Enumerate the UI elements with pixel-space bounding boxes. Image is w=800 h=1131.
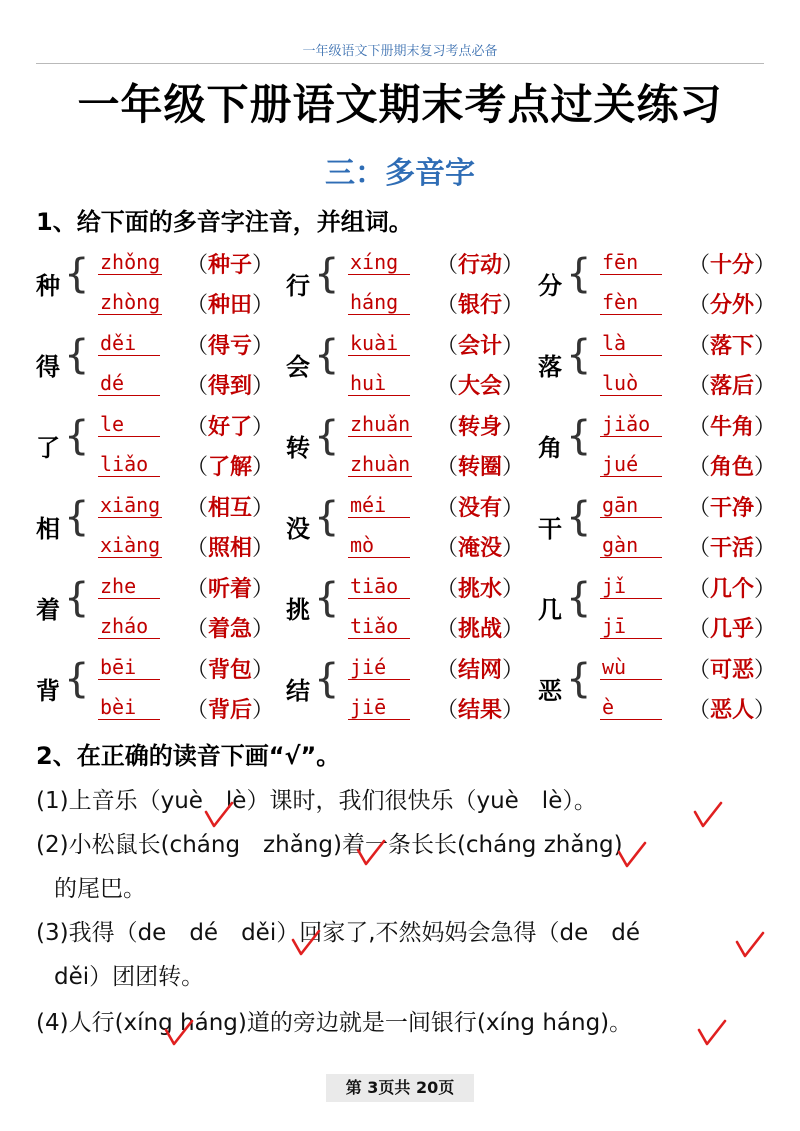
reading-line (98, 527, 278, 567)
word-text: 挑战 (458, 617, 503, 642)
brace-icon: { (64, 656, 90, 702)
open-paren: （ (186, 577, 209, 602)
word-answer (436, 410, 524, 441)
close-paren: ） (754, 617, 777, 642)
polyphone-character: 干 (538, 515, 562, 543)
sentence-3-continued: děi）团团转。 (54, 964, 205, 990)
word-text: 干活 (710, 536, 755, 561)
open-paren: （ (186, 415, 209, 440)
word-text: 银行 (458, 293, 503, 318)
word-answer (688, 248, 776, 279)
word-text: 可恶 (710, 658, 755, 683)
pinyin-answer: zhǒng (100, 250, 161, 274)
grid-row (36, 406, 776, 487)
word-text: 背后 (208, 698, 253, 723)
close-paren: ） (252, 415, 275, 440)
pinyin-answer: liǎo (98, 452, 160, 477)
pinyin-answer: jué (600, 452, 662, 477)
word-answer (436, 248, 524, 279)
word-text: 照相 (208, 536, 253, 561)
word-answer (688, 693, 776, 724)
open-paren: （ (688, 617, 711, 642)
brace-icon: { (566, 413, 592, 459)
close-paren: ） (754, 455, 777, 480)
word-answer (186, 248, 274, 279)
open-paren: （ (688, 536, 711, 561)
open-paren: （ (186, 536, 209, 561)
word-answer (436, 612, 524, 643)
exercise-1-heading: 1、给下面的多音字注音，并组词。 (36, 208, 413, 236)
polyphone-character: 转 (286, 434, 310, 462)
reading-line (600, 325, 780, 365)
word-answer (186, 653, 274, 684)
polyphone-character: 挑 (286, 596, 310, 624)
word-text: 没有 (458, 496, 503, 521)
open-paren: （ (186, 293, 209, 318)
word-text: 行动 (458, 253, 503, 278)
grid-row (36, 325, 776, 406)
open-paren: （ (186, 334, 209, 359)
word-text: 好了 (208, 415, 253, 440)
close-paren: ） (502, 253, 525, 278)
word-text: 几乎 (710, 617, 755, 642)
polyphone-group (286, 325, 526, 406)
polyphone-character: 结 (286, 677, 310, 705)
open-paren: （ (186, 658, 209, 683)
word-answer (436, 491, 524, 522)
pinyin-answer: mò (348, 533, 410, 558)
check-mark-icon (692, 800, 724, 830)
polyphone-character: 恶 (538, 677, 562, 705)
polyphone-group (36, 244, 276, 325)
polyphone-character: 角 (538, 434, 562, 462)
pinyin-answer: zháo (98, 614, 160, 639)
header-divider (36, 63, 764, 64)
open-paren: （ (186, 496, 209, 521)
sentence-3: (3)我得（de dé děi）回家了,不然妈妈会急得（de dé (36, 920, 641, 946)
word-text: 挑水 (458, 577, 503, 602)
word-answer (186, 410, 274, 441)
page-header: 一年级语文下册期末复习考点必备 (302, 44, 498, 59)
word-text: 干净 (710, 496, 755, 521)
close-paren: ） (754, 698, 777, 723)
word-answer (436, 531, 524, 562)
open-paren: （ (186, 374, 209, 399)
grid-row (36, 487, 776, 568)
reading-line (348, 244, 528, 284)
word-text: 了解 (208, 455, 253, 480)
pinyin-answer: zhe (98, 574, 160, 599)
word-answer (186, 369, 274, 400)
word-answer (688, 531, 776, 562)
polyphone-group (286, 487, 526, 568)
close-paren: ） (754, 577, 777, 602)
pinyin-answer: zhuǎn (350, 412, 411, 436)
close-paren: ） (754, 293, 777, 318)
close-paren: ） (502, 698, 525, 723)
word-text: 落后 (710, 374, 755, 399)
reading-line (600, 446, 780, 486)
reading-line (98, 244, 278, 284)
open-paren: （ (688, 496, 711, 521)
close-paren: ） (754, 496, 777, 521)
sentence-2: (2)小松鼠长(cháng zhǎng)着一条长长(cháng zhǎng) (36, 832, 623, 858)
word-text: 种田 (208, 293, 253, 318)
open-paren: （ (688, 577, 711, 602)
reading-line (600, 365, 780, 405)
pinyin-answer: luò (600, 371, 662, 396)
check-mark-icon (616, 840, 648, 870)
polyphone-group (538, 325, 778, 406)
close-paren: ） (252, 536, 275, 561)
pinyin-answer: dé (98, 371, 160, 396)
open-paren: （ (436, 577, 459, 602)
reading-line (348, 568, 528, 608)
polyphone-character: 着 (36, 596, 60, 624)
close-paren: ） (252, 334, 275, 359)
word-text: 分外 (710, 293, 755, 318)
close-paren: ） (252, 253, 275, 278)
reading-line (348, 284, 528, 324)
pinyin-answer: jiē (348, 695, 410, 720)
word-answer (186, 450, 274, 481)
open-paren: （ (688, 698, 711, 723)
grid-row (36, 244, 776, 325)
close-paren: ） (252, 374, 275, 399)
brace-icon: { (566, 575, 592, 621)
pinyin-answer: è (600, 695, 662, 720)
pinyin-answer: le (98, 412, 160, 437)
pinyin-answer: zhuàn (350, 452, 411, 476)
reading-line (348, 487, 528, 527)
reading-line (98, 325, 278, 365)
polyphone-character: 相 (36, 515, 60, 543)
open-paren: （ (186, 698, 209, 723)
open-paren: （ (436, 698, 459, 723)
polyphone-group (286, 649, 526, 730)
word-text: 结果 (458, 698, 503, 723)
polyphone-group (538, 649, 778, 730)
close-paren: ） (502, 374, 525, 399)
brace-icon: { (566, 332, 592, 378)
pinyin-answer: zhòng (100, 290, 161, 314)
word-answer (688, 288, 776, 319)
open-paren: （ (436, 253, 459, 278)
brace-icon: { (314, 332, 340, 378)
open-paren: （ (436, 658, 459, 683)
close-paren: ） (252, 293, 275, 318)
close-paren: ） (502, 496, 525, 521)
reading-line (98, 284, 278, 324)
reading-line (98, 568, 278, 608)
pinyin-answer: méi (348, 493, 410, 518)
polyphone-character: 种 (36, 272, 60, 300)
reading-line (348, 446, 528, 486)
word-answer (436, 329, 524, 360)
brace-icon: { (566, 494, 592, 540)
reading-line (600, 487, 780, 527)
brace-icon: { (314, 575, 340, 621)
polyphone-character: 得 (36, 353, 60, 381)
open-paren: （ (688, 334, 711, 359)
brace-icon: { (314, 251, 340, 297)
word-answer (436, 369, 524, 400)
polyphone-character: 了 (36, 434, 60, 462)
polyphone-group (538, 244, 778, 325)
pinyin-answer: tiāo (348, 574, 410, 599)
sentence-4: (4)人行(xíng háng)道的旁边就是一间银行(xíng háng)。 (36, 1010, 633, 1036)
polyphone-group (286, 568, 526, 649)
word-answer (186, 693, 274, 724)
word-text: 得到 (208, 374, 253, 399)
polyphone-group (36, 325, 276, 406)
open-paren: （ (436, 536, 459, 561)
pinyin-answer: kuài (348, 331, 410, 356)
reading-line (98, 365, 278, 405)
brace-icon: { (64, 332, 90, 378)
reading-line (600, 568, 780, 608)
word-text: 落下 (710, 334, 755, 359)
close-paren: ） (754, 658, 777, 683)
close-paren: ） (754, 334, 777, 359)
pinyin-answer: jǐ (600, 574, 662, 599)
close-paren: ） (502, 334, 525, 359)
polyphone-character: 分 (538, 272, 562, 300)
sentence-1: (1)上音乐（yuè lè）课时，我们很快乐（yuè lè）。 (36, 788, 597, 814)
word-text: 十分 (710, 253, 755, 278)
word-text: 背包 (208, 658, 253, 683)
polyphone-character: 会 (286, 353, 310, 381)
brace-icon: { (64, 413, 90, 459)
word-answer (688, 329, 776, 360)
pinyin-answer: huì (348, 371, 410, 396)
word-answer (688, 612, 776, 643)
polyphone-group (538, 568, 778, 649)
word-answer (436, 288, 524, 319)
pinyin-answer: háng (348, 290, 410, 315)
check-mark-icon (734, 930, 766, 960)
close-paren: ） (502, 293, 525, 318)
brace-icon: { (566, 656, 592, 702)
check-mark-icon (696, 1018, 728, 1048)
close-paren: ） (754, 374, 777, 399)
close-paren: ） (502, 658, 525, 683)
open-paren: （ (436, 334, 459, 359)
brace-icon: { (64, 575, 90, 621)
grid-row (36, 568, 776, 649)
open-paren: （ (688, 293, 711, 318)
exercise-2-heading: 2、在正确的读音下画“√”。 (36, 742, 341, 770)
pinyin-answer: xiāng (100, 493, 161, 517)
brace-icon: { (314, 413, 340, 459)
word-text: 听着 (208, 577, 253, 602)
pinyin-answer: là (600, 331, 662, 356)
reading-line (600, 608, 780, 648)
word-answer (688, 653, 776, 684)
pinyin-answer: tiǎo (348, 614, 410, 639)
word-answer (186, 531, 274, 562)
reading-line (600, 649, 780, 689)
reading-line (98, 487, 278, 527)
page-title: 一年级下册语文期末考点过关练习 (77, 80, 723, 129)
open-paren: （ (436, 617, 459, 642)
open-paren: （ (436, 496, 459, 521)
word-answer (688, 450, 776, 481)
word-text: 会计 (458, 334, 503, 359)
word-text: 种子 (208, 253, 253, 278)
pinyin-answer: xiàng (100, 533, 161, 557)
close-paren: ） (252, 455, 275, 480)
polyphone-group (36, 406, 276, 487)
check-mark-icon (290, 928, 322, 958)
close-paren: ） (502, 536, 525, 561)
reading-line (98, 689, 278, 729)
pinyin-answer: fèn (600, 290, 662, 315)
reading-line (98, 649, 278, 689)
open-paren: （ (688, 253, 711, 278)
word-answer (436, 653, 524, 684)
brace-icon: { (314, 656, 340, 702)
open-paren: （ (436, 374, 459, 399)
page-number: 第 3页共 20页 (326, 1074, 474, 1102)
pinyin-answer: děi (98, 331, 160, 356)
reading-line (98, 608, 278, 648)
close-paren: ） (502, 455, 525, 480)
polyphone-character: 几 (538, 596, 562, 624)
word-text: 牛角 (710, 415, 755, 440)
word-text: 角色 (710, 455, 755, 480)
reading-line (348, 527, 528, 567)
section-subtitle: 三：多音字 (325, 156, 475, 191)
word-answer (436, 572, 524, 603)
close-paren: ） (252, 698, 275, 723)
open-paren: （ (436, 455, 459, 480)
pinyin-answer: bèi (98, 695, 160, 720)
sentence-2-continued: 的尾巴。 (54, 876, 146, 902)
polyphone-group (36, 568, 276, 649)
word-answer (436, 450, 524, 481)
polyphone-group (538, 487, 778, 568)
close-paren: ） (502, 617, 525, 642)
open-paren: （ (688, 415, 711, 440)
word-text: 几个 (710, 577, 755, 602)
open-paren: （ (688, 658, 711, 683)
polyphone-group (538, 406, 778, 487)
brace-icon: { (314, 494, 340, 540)
reading-line (600, 406, 780, 446)
polyphone-group (286, 244, 526, 325)
check-mark-icon (163, 1018, 195, 1048)
reading-line (600, 689, 780, 729)
brace-icon: { (64, 251, 90, 297)
close-paren: ） (754, 536, 777, 561)
close-paren: ） (754, 253, 777, 278)
polyphone-character: 落 (538, 353, 562, 381)
close-paren: ） (252, 496, 275, 521)
word-answer (688, 491, 776, 522)
reading-line (348, 406, 528, 446)
word-answer (688, 369, 776, 400)
open-paren: （ (436, 415, 459, 440)
word-text: 转圈 (458, 455, 503, 480)
word-text: 转身 (458, 415, 503, 440)
word-text: 结网 (458, 658, 503, 683)
open-paren: （ (186, 455, 209, 480)
pinyin-answer: fēn (600, 250, 662, 275)
close-paren: ） (754, 415, 777, 440)
polyphone-group (36, 487, 276, 568)
word-answer (688, 410, 776, 441)
open-paren: （ (186, 617, 209, 642)
close-paren: ） (252, 658, 275, 683)
polyphone-character: 行 (286, 272, 310, 300)
reading-line (348, 365, 528, 405)
open-paren: （ (186, 253, 209, 278)
pinyin-answer: wù (600, 655, 662, 680)
close-paren: ） (252, 577, 275, 602)
close-paren: ） (502, 577, 525, 602)
reading-line (348, 649, 528, 689)
word-text: 淹没 (458, 536, 503, 561)
check-mark-icon (203, 800, 235, 830)
polyphone-group (36, 649, 276, 730)
reading-line (600, 527, 780, 567)
reading-line (348, 325, 528, 365)
reading-line (600, 244, 780, 284)
word-answer (186, 491, 274, 522)
reading-line (348, 689, 528, 729)
pinyin-answer: gān (600, 493, 662, 518)
polyphone-grid (36, 244, 776, 730)
word-text: 大会 (458, 374, 503, 399)
brace-icon: { (64, 494, 90, 540)
word-text: 得亏 (208, 334, 253, 359)
reading-line (98, 406, 278, 446)
word-answer (436, 693, 524, 724)
reading-line (348, 608, 528, 648)
polyphone-character: 没 (286, 515, 310, 543)
close-paren: ） (252, 617, 275, 642)
word-answer (186, 329, 274, 360)
pinyin-answer: jié (348, 655, 410, 680)
pinyin-answer: gàn (600, 533, 662, 558)
pinyin-answer: xíng (348, 250, 410, 275)
reading-line (600, 284, 780, 324)
word-answer (688, 572, 776, 603)
polyphone-character: 背 (36, 677, 60, 705)
word-answer (186, 288, 274, 319)
open-paren: （ (688, 374, 711, 399)
pinyin-answer: jiǎo (600, 412, 662, 437)
polyphone-group (286, 406, 526, 487)
grid-row (36, 649, 776, 730)
close-paren: ） (502, 415, 525, 440)
word-answer (186, 612, 274, 643)
brace-icon: { (566, 251, 592, 297)
pinyin-answer: bēi (98, 655, 160, 680)
check-mark-icon (355, 838, 387, 868)
pinyin-answer: jī (600, 614, 662, 639)
reading-line (98, 446, 278, 486)
word-text: 相互 (208, 496, 253, 521)
word-text: 恶人 (710, 698, 755, 723)
open-paren: （ (436, 293, 459, 318)
open-paren: （ (688, 455, 711, 480)
word-answer (186, 572, 274, 603)
word-text: 着急 (208, 617, 253, 642)
